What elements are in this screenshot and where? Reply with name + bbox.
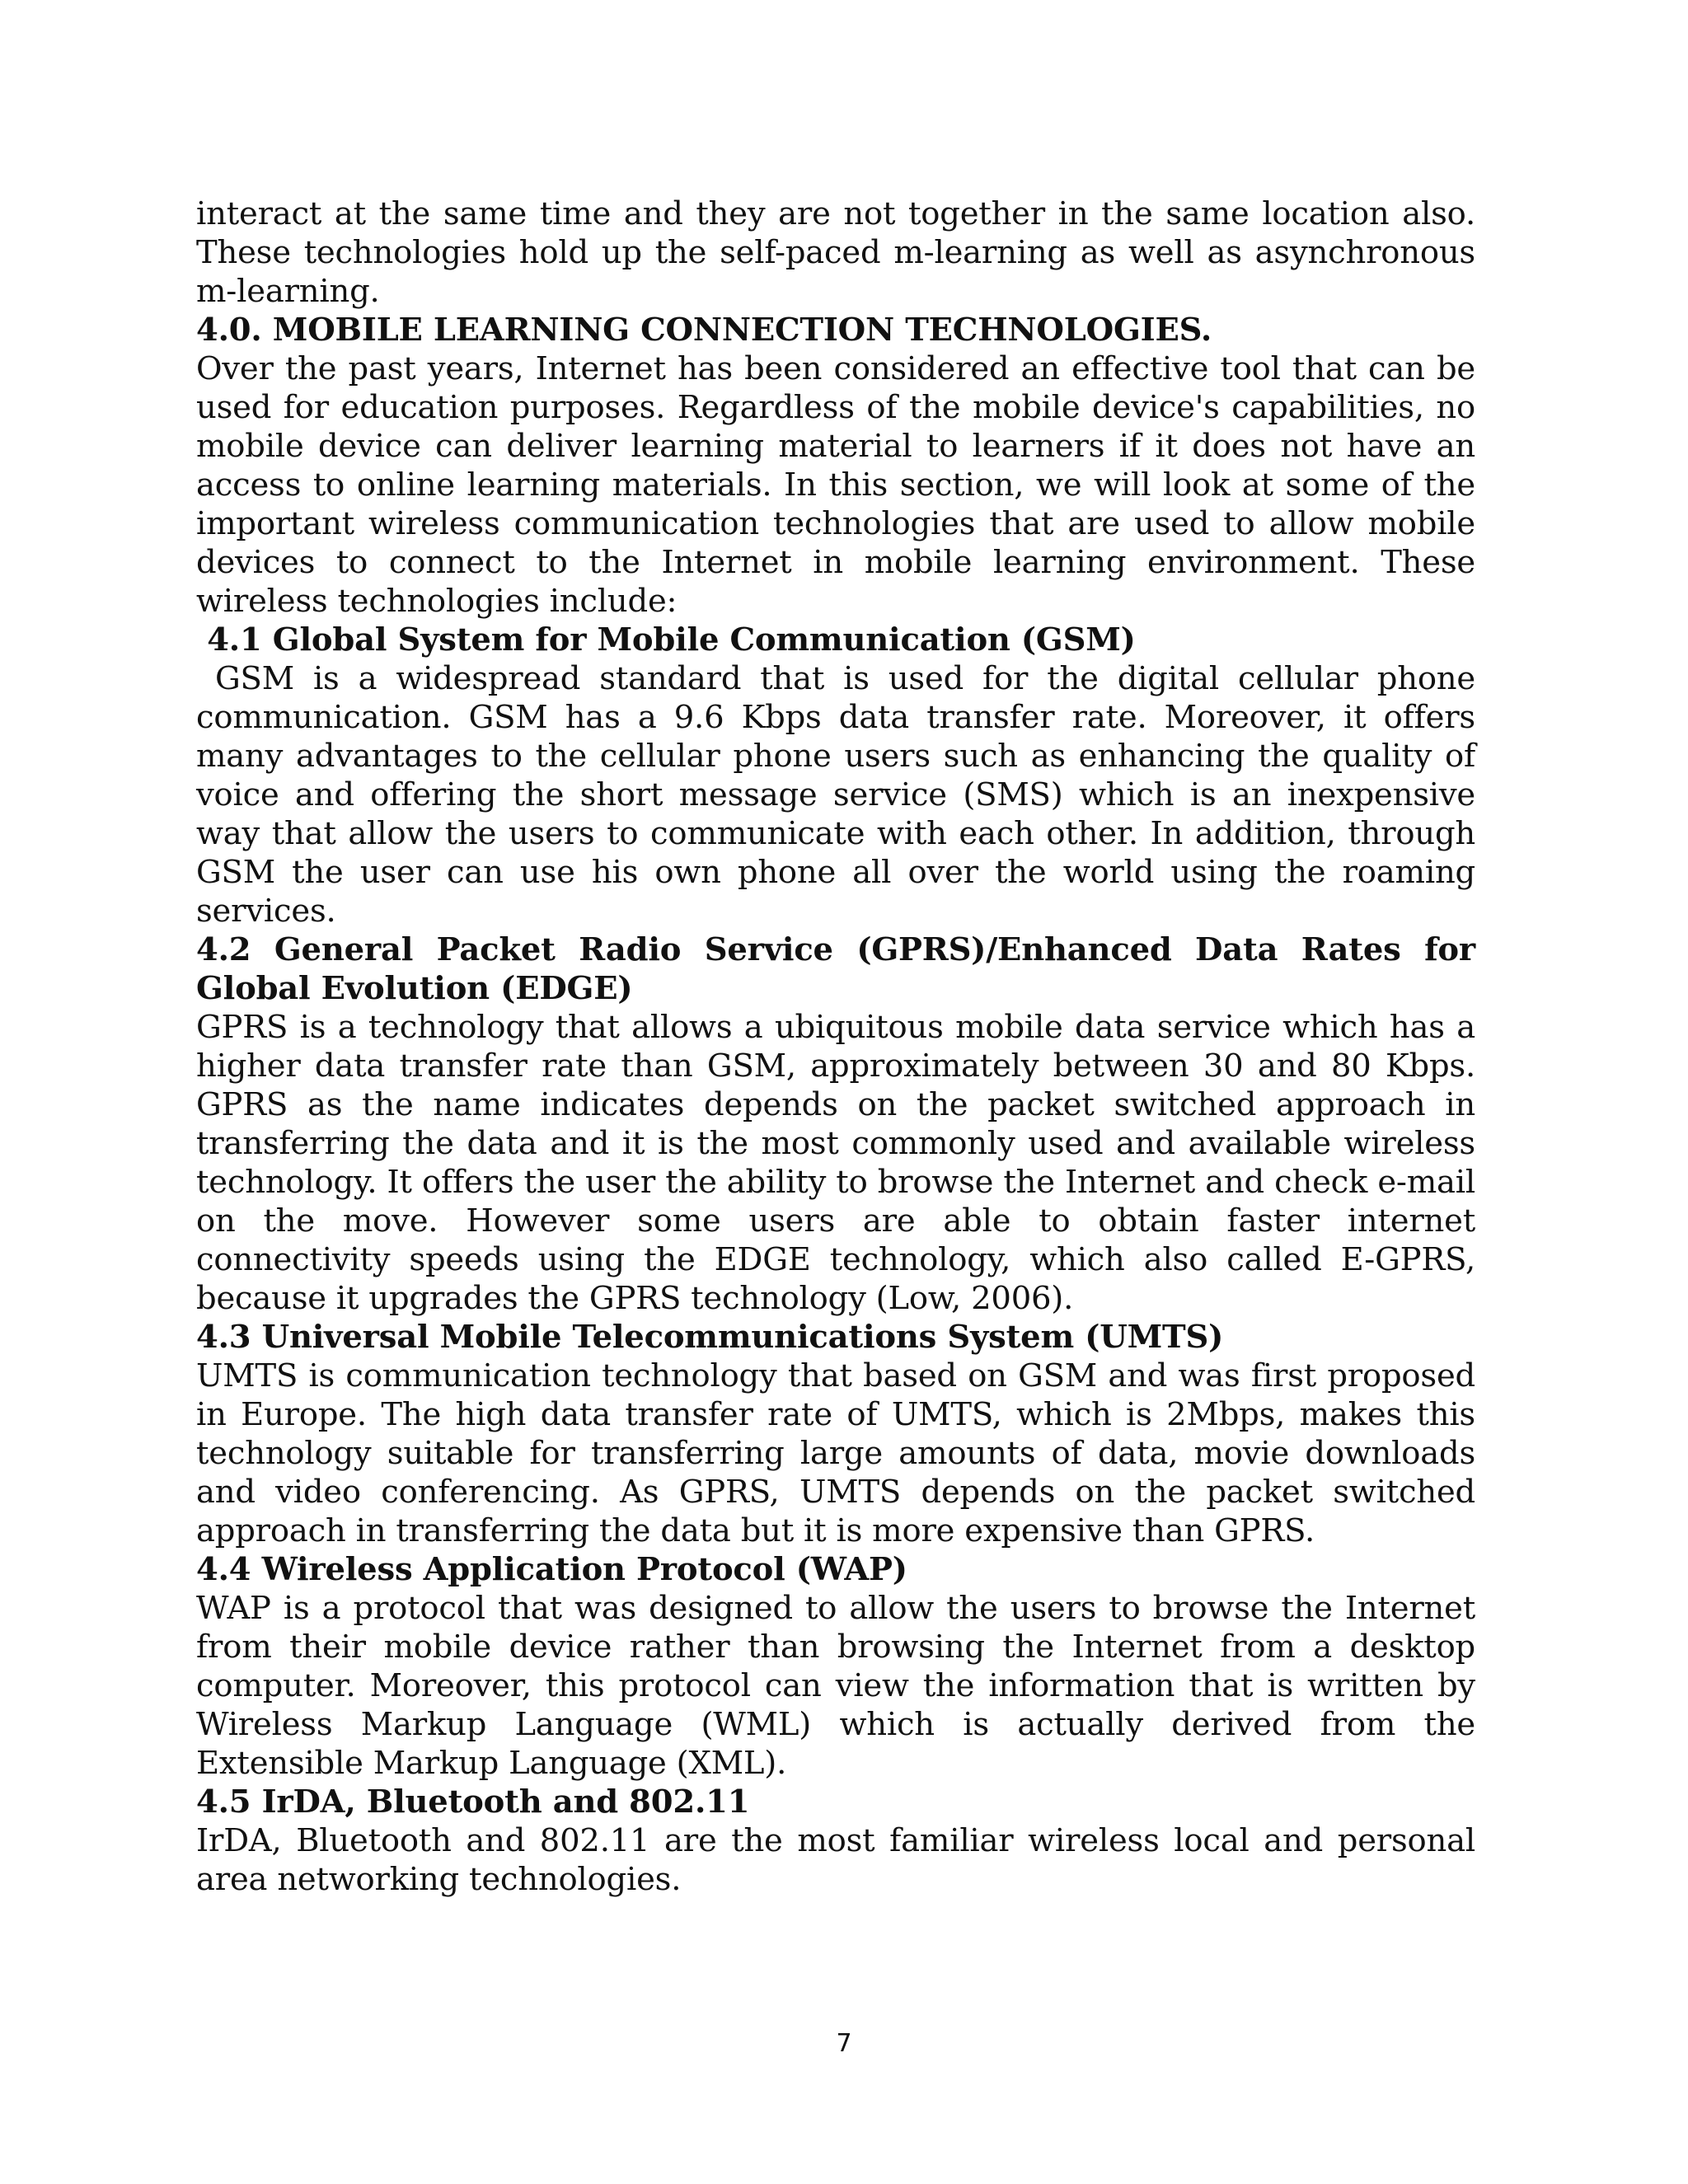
- intro-continuation-paragraph: interact at the same time and they are not together in the same location also. These technologies hold up the self-paced m-learning as well as asynchronous m-learning.: [196, 195, 1475, 310]
- section-4-0-paragraph: Over the past years, Internet has been considered an effective tool that can be used for education purposes. Regardless of the mobile device's capabilities, no mobile device can deliver learning material to learners if it does not have an access to online learning materials. In this section, we will look at some of the important wireless communication technologies that are used to allow mobile devices to connect to the Internet in mobile learning environment. These wireless technologies include:: [196, 350, 1475, 620]
- section-4-2-paragraph: GPRS is a technology that allows a ubiquitous mobile data service which has a higher data transfer rate than GSM, approximately between 30 and 80 Kbps. GPRS as the name indicates depends on the packet switched approach in transferring the data and it is the most commonly used and available wireless technology. It offers the user the ability to browse the Internet and check e-mail on the move. However some users are able to obtain faster internet connectivity speeds using the EDGE technology, which also called E-GPRS, because it upgrades the GPRS technology (Low, 2006).: [196, 1009, 1475, 1317]
- section-4-0-heading: 4.0. MOBILE LEARNING CONNECTION TECHNOLOGIES.: [196, 312, 1212, 349]
- document-body: [196, 194, 1486, 1899]
- section-4-2-heading: 4.2 General Packet Radio Service (GPRS)/Enhanced Data Rates for Global Evolution (EDGE): [196, 931, 1475, 1007]
- section-4-5-heading: 4.5 IrDA, Bluetooth and 802.11: [196, 1783, 750, 1821]
- page-number: 7: [836, 2029, 852, 2058]
- section-4-3-paragraph: UMTS is communication technology that based on GSM and was first proposed in Europe. The high data transfer rate of UMTS, which is 2Mbps, makes this technology suitable for transferring large amounts of data, movie downloads and video conferencing. As GPRS, UMTS depends on the packet switched approach in transferring the data but it is more expensive than GPRS.: [196, 1357, 1475, 1549]
- section-4-3-heading: 4.3 Universal Mobile Telecommunications System (UMTS): [196, 1319, 1224, 1356]
- section-4-4-heading: 4.4 Wireless Application Protocol (WAP): [196, 1551, 907, 1588]
- section-4-4-paragraph: WAP is a protocol that was designed to allow the users to browse the Internet from their mobile device rather than browsing the Internet from a desktop computer. Moreover, this protocol can view the information that is written by Wireless Markup Language (WML) which is actually derived from the Extensible Markup Language (XML).: [196, 1590, 1475, 1782]
- section-4-5-paragraph: IrDA, Bluetooth and 802.11 are the most familiar wireless local and personal area networking technologies.: [196, 1822, 1475, 1898]
- section-4-1-heading: 4.1 Global System for Mobile Communication (GSM): [196, 621, 1136, 658]
- section-4-1-paragraph: GSM is a widespread standard that is used for the digital cellular phone communication. GSM has a 9.6 Kbps data transfer rate. Moreover, it offers many advantages to the cellular phone users such as enhancing the quality of voice and offering the short message service (SMS) which is an inexpensive way that allow the users to communicate with each other. In addition, through GSM the user can use his own phone all over the world using the roaming services.: [196, 660, 1486, 930]
